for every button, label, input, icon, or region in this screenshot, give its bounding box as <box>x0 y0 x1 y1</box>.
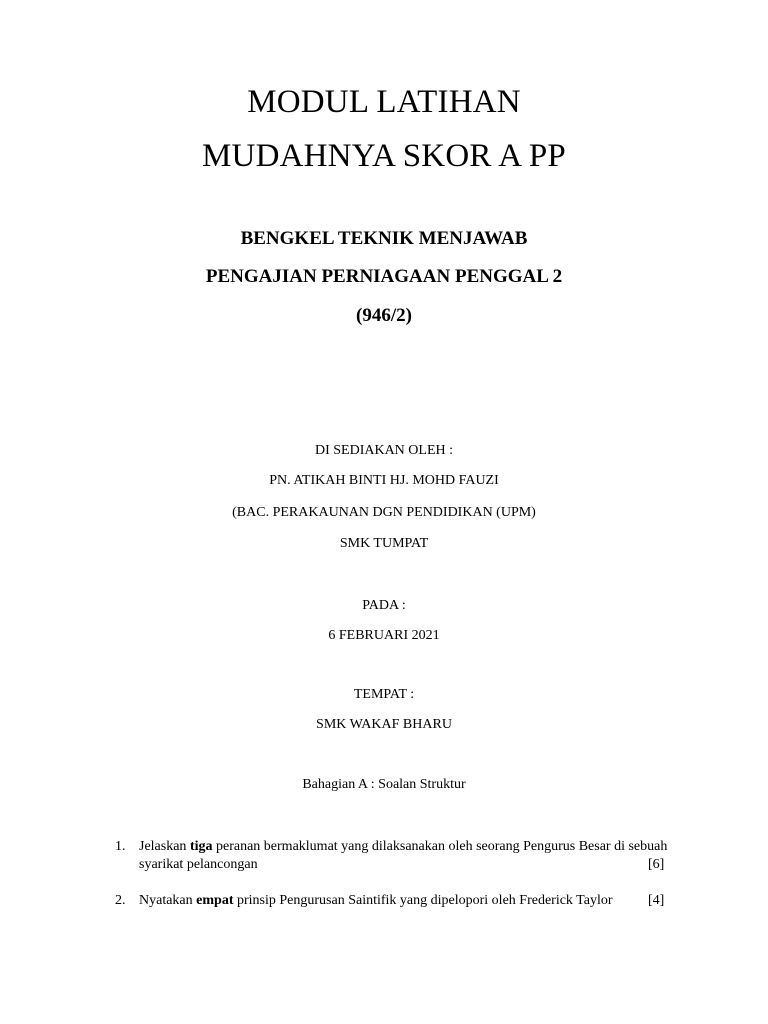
question-text-suffix: peranan bermaklumat yang dilaksanakan oleh seorang Pengurus Besar di sebuah <box>212 839 668 854</box>
prepared-by-school: SMK TUMPAT <box>339 536 429 551</box>
prepared-by-name: PN. ATIKAH BINTI HJ. MOHD FAUZI <box>269 473 499 488</box>
question-text <box>139 893 613 909</box>
subtitle-line-1: BENGKEL TEKNIK MENJAWAB <box>240 228 528 249</box>
date-value: 6 FEBRUARI 2021 <box>328 628 440 643</box>
question-item <box>0 839 768 879</box>
question-text-line-2: syarikat pelancongan <box>139 857 258 872</box>
question-marks: [6] <box>648 857 665 872</box>
question-marks: [4] <box>648 893 665 908</box>
question-text-suffix: prinsip Pengurusan Saintifik yang dipelopori oleh Frederick Taylor <box>233 893 613 908</box>
question-number: 1. <box>115 839 126 854</box>
date-label: PADA : <box>362 598 406 613</box>
venue-value: SMK WAKAF BHARU <box>316 717 452 732</box>
section-heading: Bahagian A : Soalan Struktur <box>302 777 466 792</box>
question-text-prefix: Nyatakan <box>139 893 197 908</box>
venue-label: TEMPAT : <box>353 687 415 702</box>
question-text <box>139 839 667 855</box>
question-item <box>0 893 768 915</box>
prepared-by-label: DI SEDIAKAN OLEH : <box>314 443 454 458</box>
subtitle-line-2: PENGAJIAN PERNIAGAAN PENGGAL 2 <box>205 266 563 287</box>
prepared-by-qualification: (BAC. PERAKAUNAN DGN PENDIDIKAN (UPM) <box>232 505 536 520</box>
question-keyword: empat <box>196 893 234 908</box>
title-line-1: MODUL LATIHAN <box>247 84 521 120</box>
subtitle-course-code: (946/2) <box>356 305 412 326</box>
question-keyword: tiga <box>189 839 213 854</box>
title-line-2: MUDAHNYA SKOR A PP <box>202 138 566 174</box>
question-number: 2. <box>115 893 126 908</box>
question-text-prefix: Jelaskan <box>139 839 190 854</box>
